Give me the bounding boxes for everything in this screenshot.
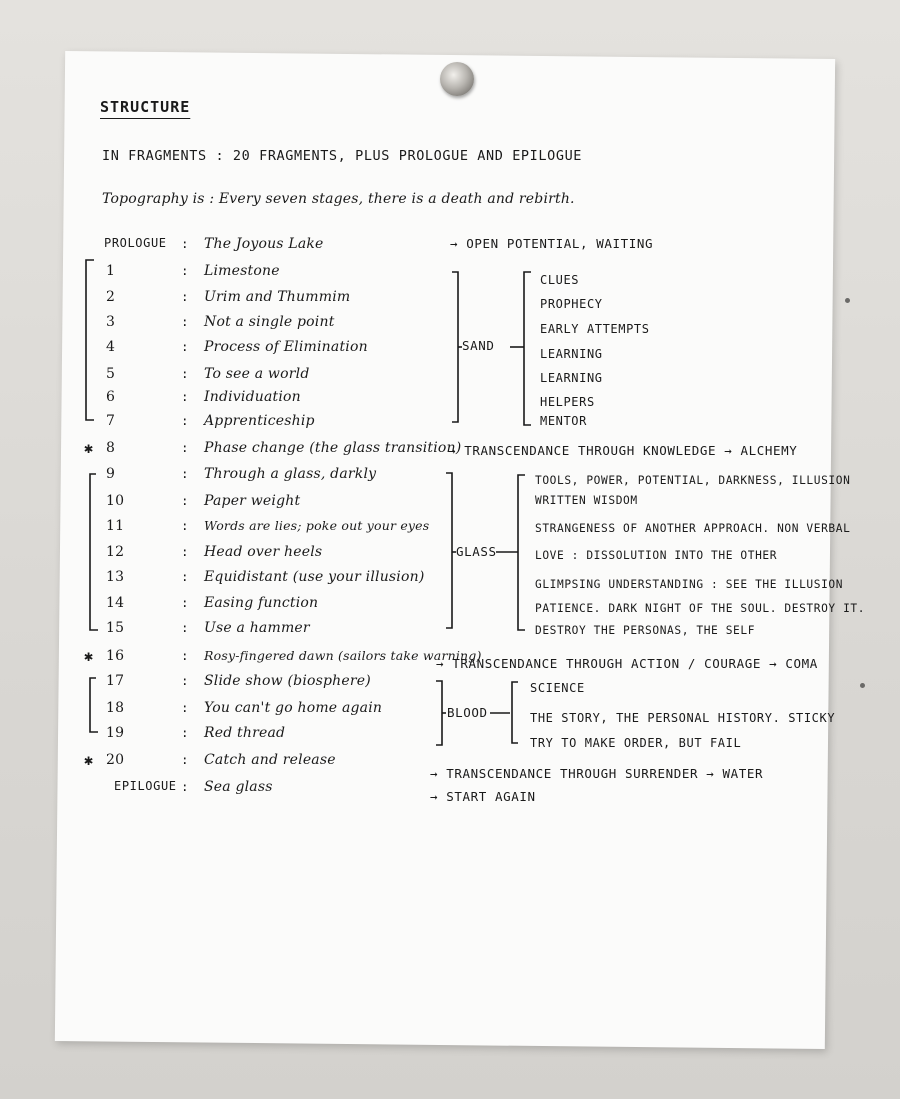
fragment-title: Use a hammer xyxy=(204,620,310,636)
group-item: TRY TO MAKE ORDER, BUT FAIL xyxy=(530,736,742,750)
colon-separator: : xyxy=(181,493,190,508)
colon-separator: : xyxy=(181,544,190,559)
fragment-number: 13 xyxy=(106,569,125,585)
colon-separator: : xyxy=(181,366,190,381)
fragment-title: Urim and Thummim xyxy=(204,289,351,305)
transcendance-note: → TRANSCENDANCE THROUGH ACTION / COURAGE → COMA xyxy=(436,656,818,671)
fragment-number: 8 xyxy=(106,440,116,456)
fragment-title: You can't go home again xyxy=(204,700,383,716)
colon-separator: : xyxy=(181,339,190,354)
topography-note: Topography is : Every seven stages, there is a death and rebirth. xyxy=(102,191,575,207)
fragment-title: Easing function xyxy=(204,595,319,611)
fragment-title: Slide show (biosphere) xyxy=(204,673,371,689)
colon-separator: : xyxy=(181,752,190,767)
colon-separator: : xyxy=(181,673,190,688)
colon-separator: : xyxy=(181,595,190,610)
colon-separator: : xyxy=(181,779,190,794)
group-item: MENTOR xyxy=(540,414,587,428)
colon-separator: : xyxy=(181,440,190,455)
group-item: LEARNING xyxy=(540,371,603,385)
fragment-number: 17 xyxy=(106,673,125,689)
colon-separator: : xyxy=(181,648,190,663)
group-item: WRITTEN WISDOM xyxy=(535,494,638,507)
group-item: DESTROY THE PERSONAS, THE SELF xyxy=(535,624,756,637)
fragment-number: 11 xyxy=(106,518,125,534)
group-item: HELPERS xyxy=(540,395,595,409)
fragment-number: 5 xyxy=(106,366,116,382)
fragment-number: 19 xyxy=(106,725,125,741)
group-item: TOOLS, POWER, POTENTIAL, DARKNESS, ILLUSION xyxy=(535,474,851,487)
fragment-title: Catch and release xyxy=(204,752,336,768)
fragment-title: Equidistant (use your illusion) xyxy=(204,569,425,585)
colon-separator: : xyxy=(181,314,190,329)
fragment-title: Rosy-fingered dawn (sailors take warning) xyxy=(204,648,482,663)
transcendance-note: → START AGAIN xyxy=(430,789,536,804)
fragment-number: PROLOGUE xyxy=(104,236,167,250)
group-item: GLIMPSING UNDERSTANDING : SEE THE ILLUSION xyxy=(535,578,844,591)
fragment-title: To see a world xyxy=(204,366,310,382)
transcendance-note: → TRANSCENDANCE THROUGH SURRENDER → WATER xyxy=(430,766,764,781)
fragment-title: Limestone xyxy=(204,263,280,279)
fragment-number: 14 xyxy=(106,595,125,611)
group-item: CLUES xyxy=(540,273,580,287)
fragment-number: 2 xyxy=(106,289,116,305)
fragment-number: 10 xyxy=(106,493,125,509)
colon-separator: : xyxy=(181,413,190,428)
fragment-number: 12 xyxy=(106,544,125,560)
fragment-number: EPILOGUE xyxy=(114,779,177,793)
fragment-title: Individuation xyxy=(204,389,301,405)
asterisk-mark: ✱ xyxy=(84,751,94,769)
fragment-number: 18 xyxy=(106,700,125,716)
fragment-title: Sea glass xyxy=(204,779,273,795)
fragment-number: 4 xyxy=(106,339,116,355)
asterisk-mark: ✱ xyxy=(84,439,94,457)
colon-separator: : xyxy=(181,263,190,278)
fragment-title: Words are lies; poke out your eyes xyxy=(204,518,430,533)
fragments-summary: IN FRAGMENTS : 20 FRAGMENTS, PLUS PROLOGUE AND EPILOGUE xyxy=(102,148,583,164)
asterisk-mark: ✱ xyxy=(84,647,94,665)
fragment-title: Apprenticeship xyxy=(204,413,315,429)
colon-separator: : xyxy=(181,466,190,481)
group-item: PATIENCE. DARK NIGHT OF THE SOUL. DESTROY IT. xyxy=(535,602,866,615)
group-label: GLASS xyxy=(456,544,497,559)
transcendance-note: → OPEN POTENTIAL, WAITING xyxy=(450,236,654,251)
fragment-number: 3 xyxy=(106,314,116,330)
colon-separator: : xyxy=(181,289,190,304)
fragment-number: 1 xyxy=(106,263,116,279)
fragment-title: Through a glass, darkly xyxy=(204,466,377,482)
fragment-number: 15 xyxy=(106,620,125,636)
group-item: PROPHECY xyxy=(540,297,603,311)
group-item: STRANGENESS OF ANOTHER APPROACH. NON VERBAL xyxy=(535,522,851,535)
colon-separator: : xyxy=(181,700,190,715)
fragment-number: 9 xyxy=(106,466,116,482)
fragment-title: Head over heels xyxy=(204,544,323,560)
colon-separator: : xyxy=(181,389,190,404)
group-item: SCIENCE xyxy=(530,681,585,695)
fragment-title: Red thread xyxy=(204,725,286,741)
transcendance-note: → TRANSCENDANCE THROUGH KNOWLEDGE → ALCHEMY xyxy=(448,443,798,458)
fragment-title: Not a single point xyxy=(204,314,335,330)
group-label: BLOOD xyxy=(447,705,488,720)
fragment-number: 6 xyxy=(106,389,116,405)
group-item: LOVE : DISSOLUTION INTO THE OTHER xyxy=(535,549,778,562)
fragment-title: Process of Elimination xyxy=(204,339,368,355)
fragment-title: Phase change (the glass transition) xyxy=(204,440,462,456)
fragment-number: 20 xyxy=(106,752,125,768)
colon-separator: : xyxy=(181,518,190,533)
colon-separator: : xyxy=(181,725,190,740)
colon-separator: : xyxy=(181,569,190,584)
fragment-number: 7 xyxy=(106,413,116,429)
group-item: LEARNING xyxy=(540,347,603,361)
group-item: THE STORY, THE PERSONAL HISTORY. STICKY xyxy=(530,711,836,725)
fragment-title: The Joyous Lake xyxy=(204,236,324,252)
group-item: EARLY ATTEMPTS xyxy=(540,322,650,336)
fragment-title: Paper weight xyxy=(204,493,301,509)
colon-separator: : xyxy=(181,236,190,251)
colon-separator: : xyxy=(181,620,190,635)
page-title: STRUCTURE xyxy=(100,98,191,116)
fragment-number: 16 xyxy=(106,648,125,664)
group-label: SAND xyxy=(462,338,495,353)
